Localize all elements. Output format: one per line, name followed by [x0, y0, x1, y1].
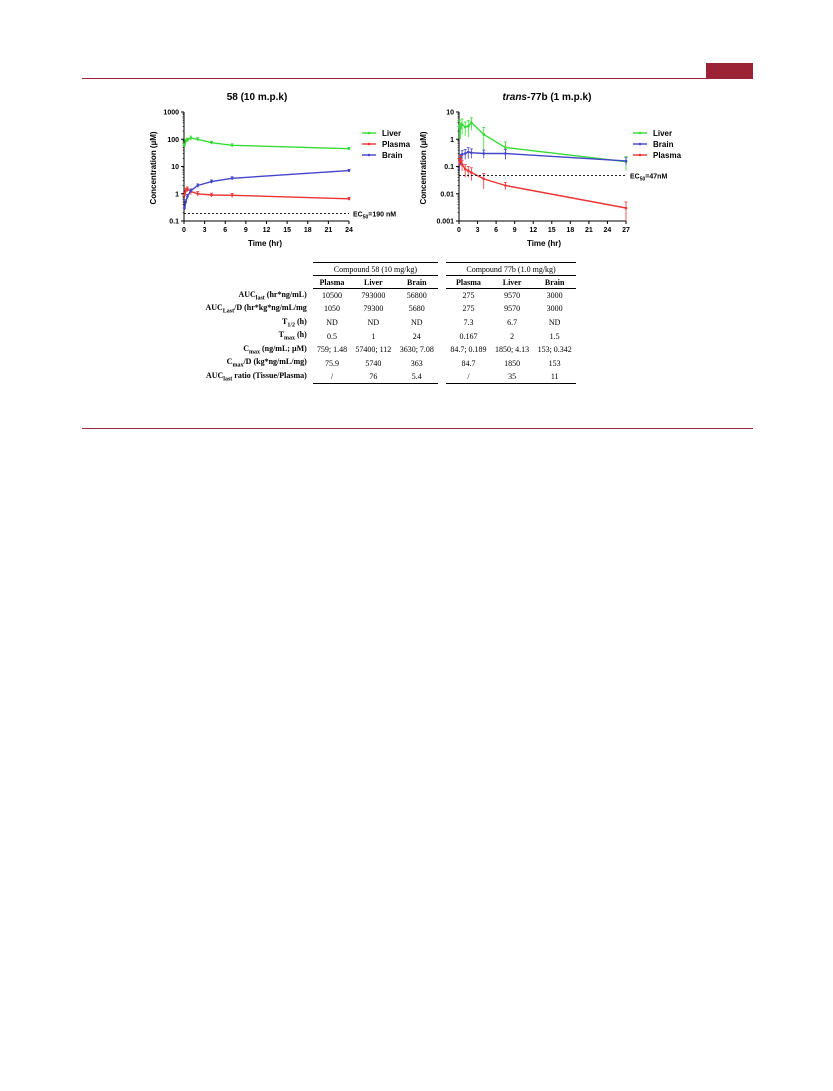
legend-marker: [639, 132, 642, 135]
data-point: [470, 121, 473, 124]
x-axis-label: Time (hr): [247, 239, 283, 248]
series-line-liver: [185, 138, 349, 149]
data-point: [482, 152, 485, 155]
y-tick-label: 0.01: [440, 191, 454, 199]
data-point: [186, 139, 189, 142]
table-cell: 5680: [408, 304, 425, 314]
data-point: [231, 194, 234, 197]
header-tab: [706, 63, 753, 78]
x-tick-label: 9: [512, 227, 517, 234]
y-tick-label: 1: [450, 136, 454, 144]
data-point: [190, 137, 193, 140]
x-tick-label: 0: [457, 227, 461, 234]
x-axis-label: Time (hr): [526, 239, 562, 248]
x-tick-label: 18: [303, 227, 312, 234]
data-point: [348, 169, 351, 172]
x-tick-label: 21: [324, 227, 333, 234]
data-point: [470, 171, 473, 174]
table-cell: 9570: [504, 291, 521, 301]
chart-compound-58: [140, 86, 430, 251]
data-point: [190, 189, 193, 192]
ec50-label: $EC_{50}=190$ nM: [353, 211, 397, 221]
data-point: [482, 133, 485, 136]
row-label: $AUC_{last}$ (hr*ng/mL): [238, 289, 307, 302]
x-tick-label: 15: [283, 227, 292, 234]
table-cell: 7.3: [463, 317, 474, 327]
data-point: [482, 178, 485, 181]
table-cell: 10500: [321, 291, 342, 301]
y-tick-label: 0.1: [169, 218, 179, 226]
data-point: [504, 184, 507, 187]
series-line-brain: [185, 171, 349, 208]
x-tick-label: 27: [622, 227, 630, 234]
table-cell: 35: [491, 370, 534, 384]
table-cell: ND: [548, 317, 561, 327]
table-cell: 11: [533, 370, 576, 384]
table-cell: 56800: [406, 291, 427, 301]
data-point: [461, 123, 464, 126]
table-row: [196, 289, 576, 303]
legend-label-liver: Liver: [382, 129, 402, 138]
table-cell: 1: [371, 331, 376, 341]
data-point: [348, 147, 351, 150]
table-cell: 275: [462, 304, 475, 314]
row-label: $AUC_{Last}/D$ (hr*kg*ng/mL/mg: [205, 303, 307, 315]
x-tick-label: 18: [566, 227, 575, 234]
subhead-cell: Liver: [491, 276, 534, 289]
chart-title-italic: trans: [502, 92, 527, 103]
table-cell: 24: [412, 331, 421, 341]
footer-rule: [82, 428, 753, 429]
data-point: [464, 126, 467, 129]
table-cell: ND: [411, 317, 423, 327]
x-tick-label: 12: [262, 227, 271, 234]
subhead-cell: Liver: [351, 276, 395, 289]
subhead-cell: Brain: [396, 276, 439, 289]
table-cell: 75.9: [324, 358, 339, 368]
legend-label-liver: Liver: [653, 129, 673, 138]
table-cell: 363: [410, 358, 423, 368]
row-label: $C_{max}$ (ng/mL; µM): [243, 343, 307, 356]
legend-marker: [368, 132, 371, 135]
table-subheader: [196, 276, 576, 289]
data-point: [461, 163, 464, 166]
legend-label-brain: Brain: [653, 140, 674, 149]
chart-title-rest: -77b (1 m.p.k): [526, 92, 592, 103]
table-cell: 79300: [363, 304, 384, 314]
y-axis-label: Concentration (µM): [419, 131, 428, 205]
y-axis-label: Concentration (µM): [149, 131, 158, 205]
data-point: [184, 201, 187, 204]
table-cell: 5.4: [396, 370, 439, 384]
table-cell: ND: [367, 317, 380, 327]
x-tick-label: 3: [475, 227, 480, 234]
legend-marker: [368, 154, 371, 157]
table-cell: 2: [510, 331, 515, 341]
y-tick-label: 0.1: [444, 164, 454, 171]
data-point: [459, 127, 462, 130]
legend-marker: [639, 143, 642, 146]
data-point: [183, 194, 186, 197]
data-point: [196, 184, 199, 187]
x-tick-label: 6: [223, 227, 228, 234]
x-tick-label: 15: [547, 227, 556, 234]
series-line-plasma: [460, 159, 627, 208]
table-cell: 153; 0.342: [537, 345, 572, 355]
chart-title: [503, 92, 592, 103]
table-cell: /: [313, 370, 351, 384]
table-cell: 5740: [365, 358, 382, 368]
legend-label-plasma: Plasma: [382, 140, 411, 149]
data-point: [348, 198, 351, 201]
data-point: [464, 152, 467, 155]
subhead-cell: Brain: [533, 276, 576, 289]
series-line-plasma: [185, 189, 349, 199]
data-point: [461, 153, 464, 156]
chart-compound-77b: [410, 86, 710, 251]
header-rule: [82, 78, 753, 79]
table-row: [196, 316, 576, 330]
table-cell: 1.5: [549, 331, 560, 341]
pk-table: [196, 262, 576, 384]
table-cell: 793000: [361, 291, 386, 301]
row-label: $AUC_{last}$ ratio (Tissue/Plasma): [205, 371, 307, 383]
data-point: [504, 152, 507, 155]
y-tick-label: 0.001: [436, 218, 454, 226]
table-row: [196, 329, 576, 343]
row-label: $C_{max}/D$ (kg*ng/mL/mg): [226, 357, 307, 370]
table-cell: 1850; 4.13: [494, 345, 530, 355]
data-point: [231, 177, 234, 180]
table-cell: ND: [326, 317, 338, 327]
table-row: [196, 302, 576, 316]
table-cell: 1050: [323, 304, 340, 314]
table-cell: 759; 1.48: [316, 345, 348, 355]
x-tick-label: 12: [529, 227, 538, 234]
x-tick-label: 21: [584, 227, 593, 234]
table-cell: 9570: [504, 304, 521, 314]
data-point: [625, 207, 628, 210]
subhead-cell: Plasma: [313, 276, 351, 289]
data-point: [464, 168, 467, 171]
data-point: [210, 141, 213, 144]
group-header-77b: Compound 77b (1.0 mg/kg): [446, 263, 576, 276]
data-point: [504, 146, 507, 149]
table-cell: 275: [462, 291, 475, 301]
data-point: [186, 188, 189, 191]
ec50-label: $EC_{50}=47nM$: [630, 173, 668, 183]
x-tick-label: 24: [345, 227, 353, 234]
legend-marker: [368, 143, 371, 146]
legend-label-brain: Brain: [382, 151, 403, 160]
x-tick-label: 6: [494, 227, 499, 234]
table-cell: 76: [351, 370, 395, 384]
table-cell: 153: [548, 358, 561, 368]
y-tick-label: 1000: [163, 109, 179, 117]
data-point: [210, 180, 213, 183]
table-cell: 57400; 112: [355, 345, 392, 355]
table-cell: 3000: [546, 304, 563, 314]
data-point: [196, 138, 199, 141]
table-cell: 3000: [546, 291, 563, 301]
subhead-cell: Plasma: [446, 276, 491, 289]
x-tick-label: 3: [202, 227, 207, 234]
x-tick-label: 24: [603, 227, 612, 234]
y-tick-label: 10: [446, 109, 454, 117]
table-row: [196, 343, 576, 357]
table-cell: /: [446, 370, 491, 384]
y-tick-label: 10: [171, 164, 179, 171]
table-group-header: [196, 263, 576, 276]
data-point: [467, 169, 470, 172]
group-header-58: Compound 58 (10 mg/kg): [313, 263, 438, 276]
y-tick-label: 100: [167, 136, 179, 144]
data-point: [183, 144, 186, 147]
table-row: [196, 370, 576, 384]
y-tick-label: 1: [175, 191, 179, 199]
legend-label-plasma: Plasma: [653, 151, 682, 160]
data-point: [186, 195, 189, 198]
table-cell: 84.7; 0.189: [450, 345, 487, 355]
table-cell: 0.167: [459, 331, 478, 341]
data-point: [467, 125, 470, 128]
x-tick-label: 9: [243, 227, 248, 234]
data-point: [231, 144, 234, 147]
data-point: [470, 151, 473, 154]
table-cell: 6.7: [507, 317, 518, 327]
legend-marker: [639, 154, 642, 157]
chart-title: 58 (10 m.p.k): [226, 92, 288, 103]
table-cell: 3630; 7.08: [399, 345, 434, 355]
data-point: [210, 194, 213, 197]
table-row: [196, 356, 576, 370]
table-corner: [196, 263, 313, 276]
row-label: $T_{1/2}$ (h): [282, 316, 307, 329]
x-tick-label: 0: [182, 227, 186, 234]
table-cell: 0.5: [326, 331, 337, 341]
row-label: $T_{max}$ (h): [278, 330, 307, 342]
data-point: [196, 192, 199, 195]
table-cell: 1850: [504, 358, 521, 368]
table-cell: 84.7: [461, 358, 476, 368]
data-point: [625, 160, 628, 163]
data-point: [467, 151, 470, 154]
data-point: [183, 207, 186, 210]
